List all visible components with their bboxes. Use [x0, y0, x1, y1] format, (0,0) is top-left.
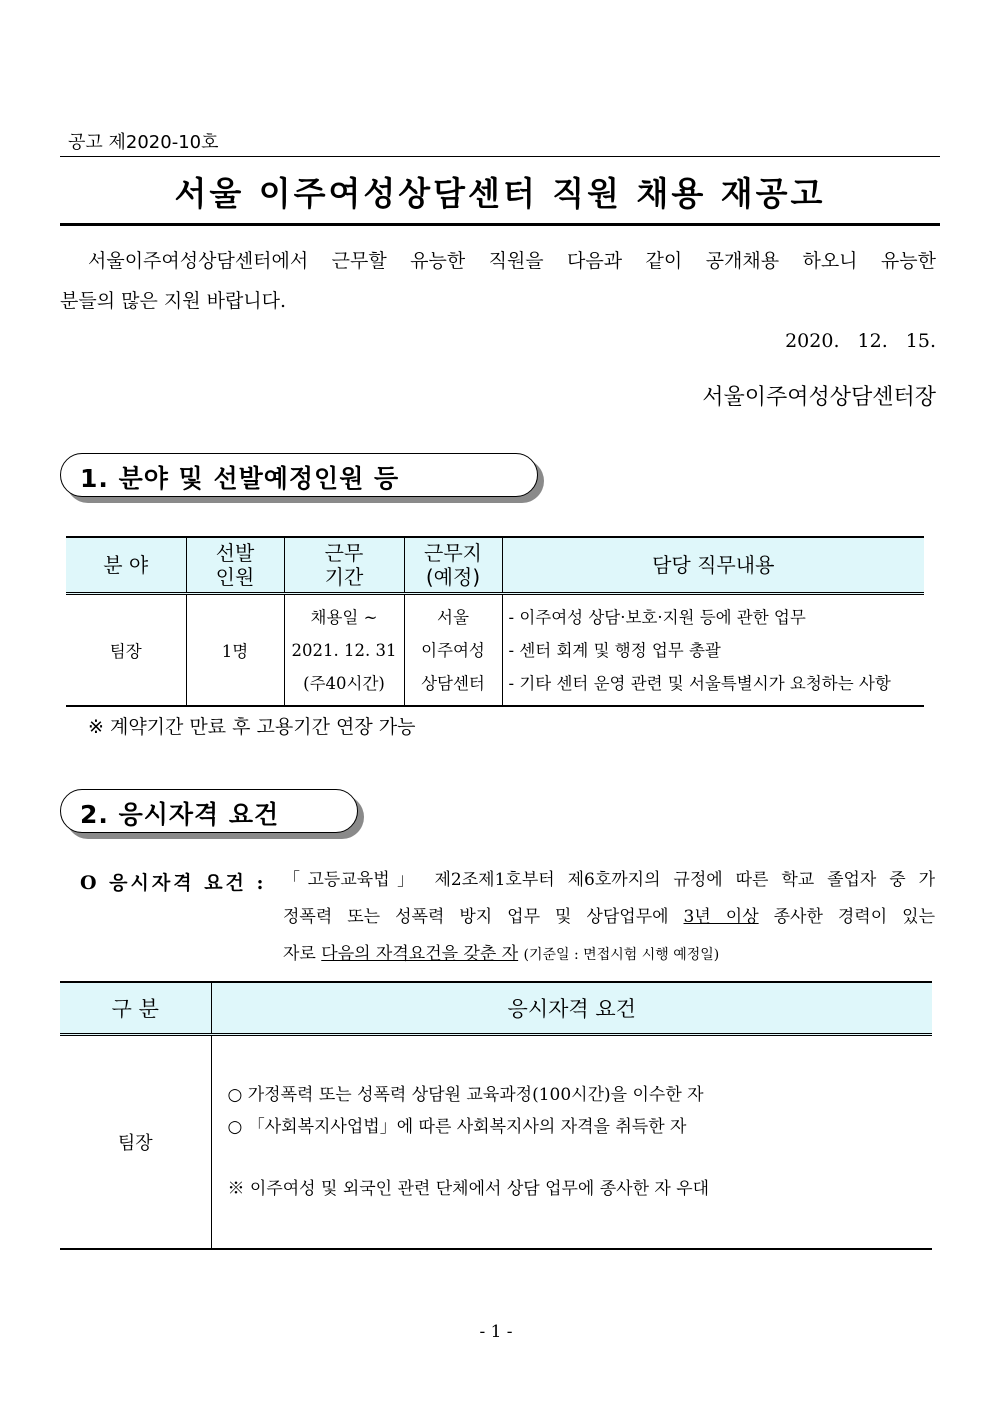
cell-period: 채용일 ~ 2021. 12. 31 (주40시간) [284, 594, 404, 707]
notice-number: 공고 제2020-10호 [68, 132, 219, 153]
contract-note: ※ 계약기간 만료 후 고용기간 연장 가능 [88, 716, 416, 738]
experience-highlight: 3년 이상 [683, 907, 759, 927]
qual-line-3: 자로 다음의 자격요건을 갖춘 자 (기준일 : 면접시험 시행 예정일) [283, 944, 720, 964]
intro-line-1: 서울이주여성상담센터에서 근무할 유능한 직원을 다음과 같이 공개채용 하오니 유능한 [88, 250, 936, 272]
requirement-item: ○ 「사회복지사업법」에 따른 사회복지사의 자격을 취득한 자 [227, 1117, 687, 1137]
cell-count: 1명 [186, 594, 284, 707]
requirements-highlight: 다음의 자격요건을 갖춘 자 [321, 944, 519, 964]
header-duty: 담당 직무내용 [502, 537, 924, 594]
section1-heading: 1. 분야 및 선발예정인원 등 [80, 464, 400, 493]
table-row [60, 1035, 932, 1250]
qual-line-1: 「고등교육법」 제2조제1호부터 제6호까지의 규정에 따른 학교 졸업자 중 가 [283, 870, 935, 890]
header-count: 선발 인원 [186, 537, 284, 594]
duty-item: - 이주여성 상담·보호·지원 등에 관한 업무 [508, 607, 806, 627]
cell-field: 팀장 [66, 594, 186, 707]
qual-line-2: 정폭력 또는 성폭력 방지 업무 및 상담업무에 3년 이상 종사한 경력이 있는 [283, 907, 935, 927]
cell-category: 팀장 [60, 1035, 211, 1250]
page-number: - 1 - [479, 1322, 513, 1342]
title-rule [60, 223, 940, 226]
cell-place: 서울 이주여성 상담센터 [404, 594, 502, 707]
section2-heading: 2. 응시자격 요건 [80, 800, 280, 829]
intro-line-2: 분들의 많은 지원 바랍니다. [60, 290, 287, 312]
qualification-label: O 응시자격 요건 : [80, 872, 267, 894]
cell-requirement [211, 1035, 932, 1250]
duty-item: - 센터 회계 및 행정 업무 총괄 [508, 640, 721, 660]
requirement-item: ○ 가정폭력 또는 성폭력 상담원 교육과정(100시간)을 이수한 자 [227, 1085, 704, 1105]
header-period: 근무 기간 [284, 537, 404, 594]
qualification-body [283, 862, 935, 974]
document-title: 서울 이주여성상담센터 직원 채용 재공고 [174, 174, 826, 213]
header-category: 구 분 [60, 982, 211, 1035]
section1-heading-box [60, 453, 538, 497]
duty-item: - 기타 센터 운영 관련 및 서울특별시가 요청하는 사항 [508, 673, 891, 693]
header-field: 분 야 [66, 537, 186, 594]
reference-date-note: (기준일 : 면접시험 시행 예정일) [523, 947, 720, 963]
section2-heading-box [60, 789, 358, 833]
top-rule [60, 156, 940, 157]
announcement-date: 2020. 12. 15. [785, 330, 936, 352]
qualification-table [60, 981, 932, 1250]
positions-table [66, 536, 924, 707]
qualification-table-header [60, 982, 932, 1035]
header-place: 근무지 (예정) [404, 537, 502, 594]
preference-note: ※ 이주여성 및 외국인 관련 단체에서 상담 업무에 종사한 자 우대 [227, 1179, 710, 1199]
table-row [66, 594, 924, 707]
cell-duty [502, 594, 924, 707]
positions-table-header [66, 537, 924, 594]
header-requirement: 응시자격 요건 [211, 982, 932, 1035]
signer: 서울이주여성상담센터장 [702, 385, 936, 410]
intro-paragraph [60, 241, 936, 321]
